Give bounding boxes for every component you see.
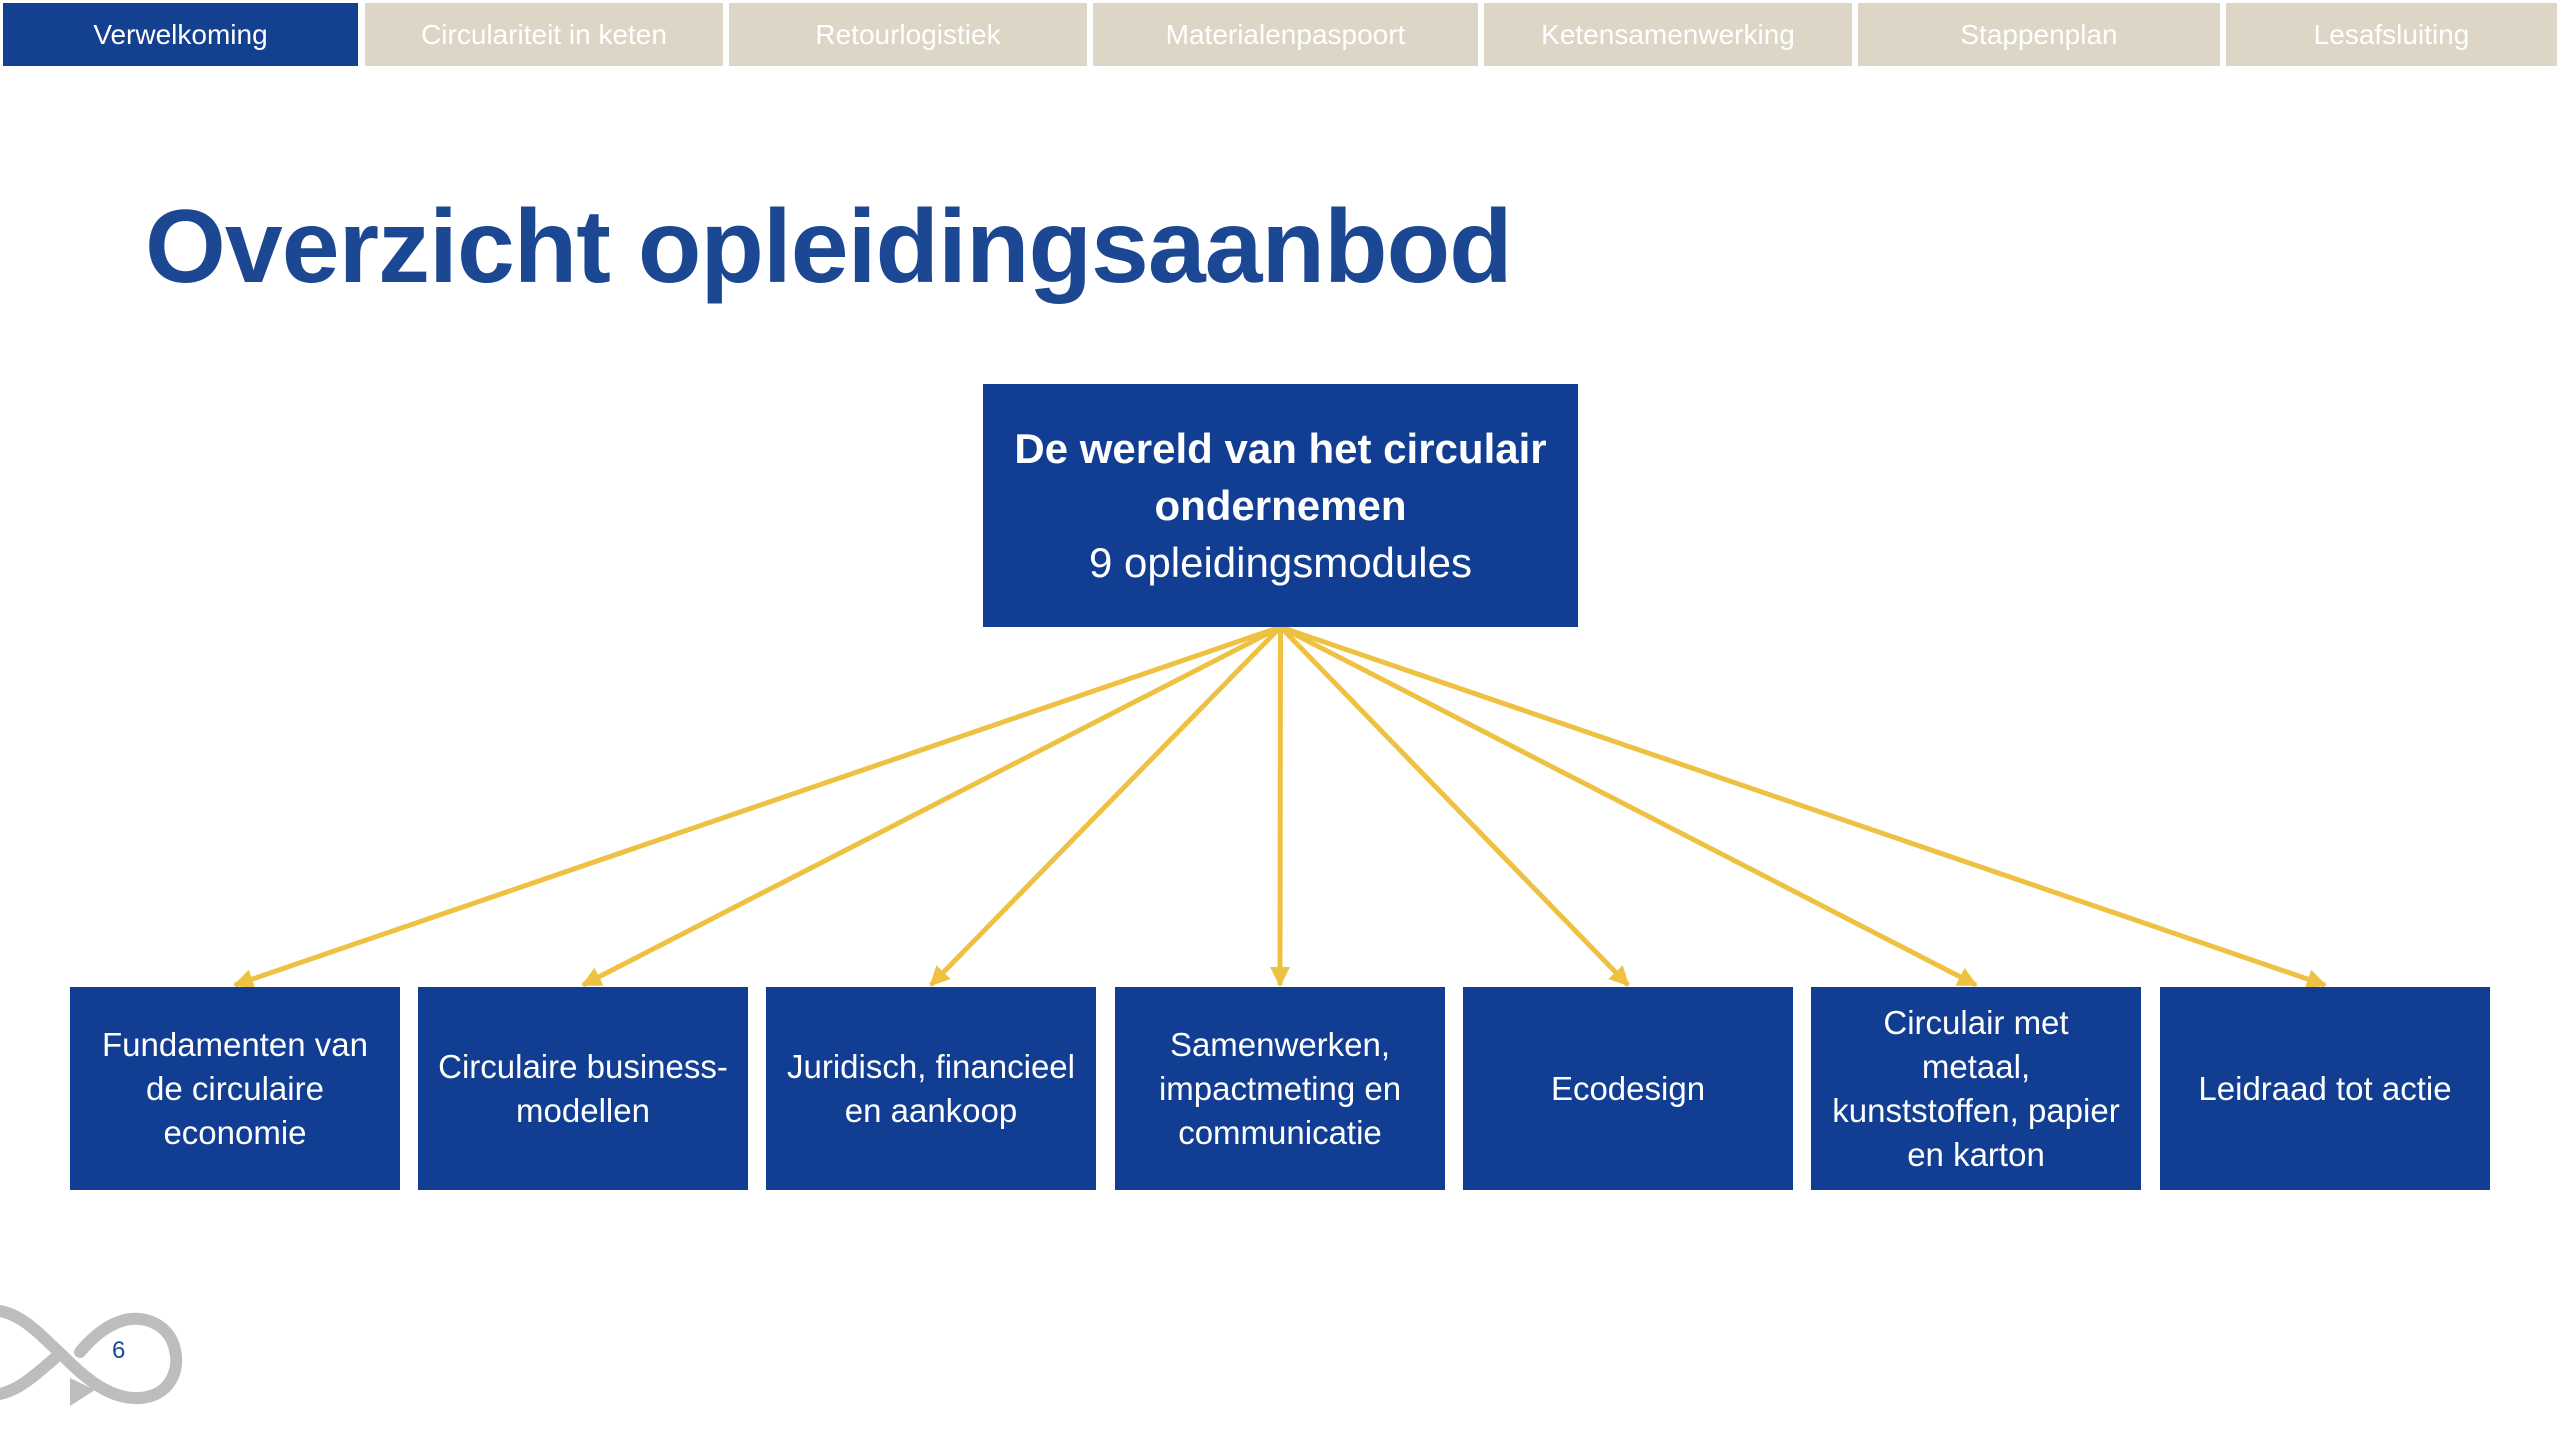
connector-arrow-6: [1281, 627, 1977, 985]
circular-logo-icon: [0, 1290, 190, 1410]
connector-arrow-2: [583, 627, 1281, 985]
module-label: Circulair met metaal, kunststoffen, papier en karton: [1832, 1003, 2120, 1173]
page-title: Overzicht opleidingsaanbod: [145, 189, 1512, 305]
tab-ketensamenwerking[interactable]: Ketensamenwerking: [1484, 3, 1852, 66]
module-box-fundamenten: [70, 987, 400, 1190]
tab-stappenplan[interactable]: Stappenplan: [1858, 3, 2220, 66]
tab-lesafsluiting[interactable]: Lesafsluiting: [2226, 3, 2557, 66]
connector-arrow-1: [235, 627, 1281, 985]
root-topic-subtitle: 9 opleidingsmodules: [1089, 539, 1472, 586]
module-box-business-modellen: [418, 987, 748, 1190]
module-box-samenwerken: [1115, 987, 1445, 1190]
tab-verwelkoming[interactable]: Verwelkoming: [3, 3, 358, 66]
tab-circulariteit-in-keten[interactable]: Circulariteit in keten: [365, 3, 723, 66]
tab-retourlogistiek[interactable]: Retourlogistiek: [729, 3, 1087, 66]
module-box-metaal-kunststoffen: [1811, 987, 2141, 1190]
module-label: Ecodesign: [1550, 1069, 1706, 1107]
module-box-leidraad: [2160, 987, 2490, 1190]
module-box-ecodesign: [1463, 987, 1793, 1190]
module-label: Juridisch, financieel en aankoop: [787, 1047, 1075, 1129]
module-label: Fundamenten van de circulaire economie: [101, 1025, 368, 1151]
tab-materialenpaspoort[interactable]: Materialenpaspoort: [1093, 3, 1478, 66]
connector-arrow-4: [1280, 627, 1281, 985]
connector-arrow-3: [931, 627, 1281, 985]
page-number: 6: [112, 1337, 126, 1364]
connector-arrow-5: [1281, 627, 1629, 985]
top-navigation: [0, 0, 2560, 68]
module-box-juridisch: [766, 987, 1096, 1190]
module-label: Samenwerken, impactmeting en communicatie: [1158, 1025, 1402, 1151]
root-topic-box: [983, 384, 1578, 627]
connector-arrow-7: [1281, 627, 2326, 985]
module-label: Circulaire business-modellen: [438, 1047, 728, 1129]
module-label: Leidraad tot actie: [2198, 1069, 2452, 1107]
root-topic-title: De wereld van het circulair ondernemen: [1014, 425, 1547, 529]
